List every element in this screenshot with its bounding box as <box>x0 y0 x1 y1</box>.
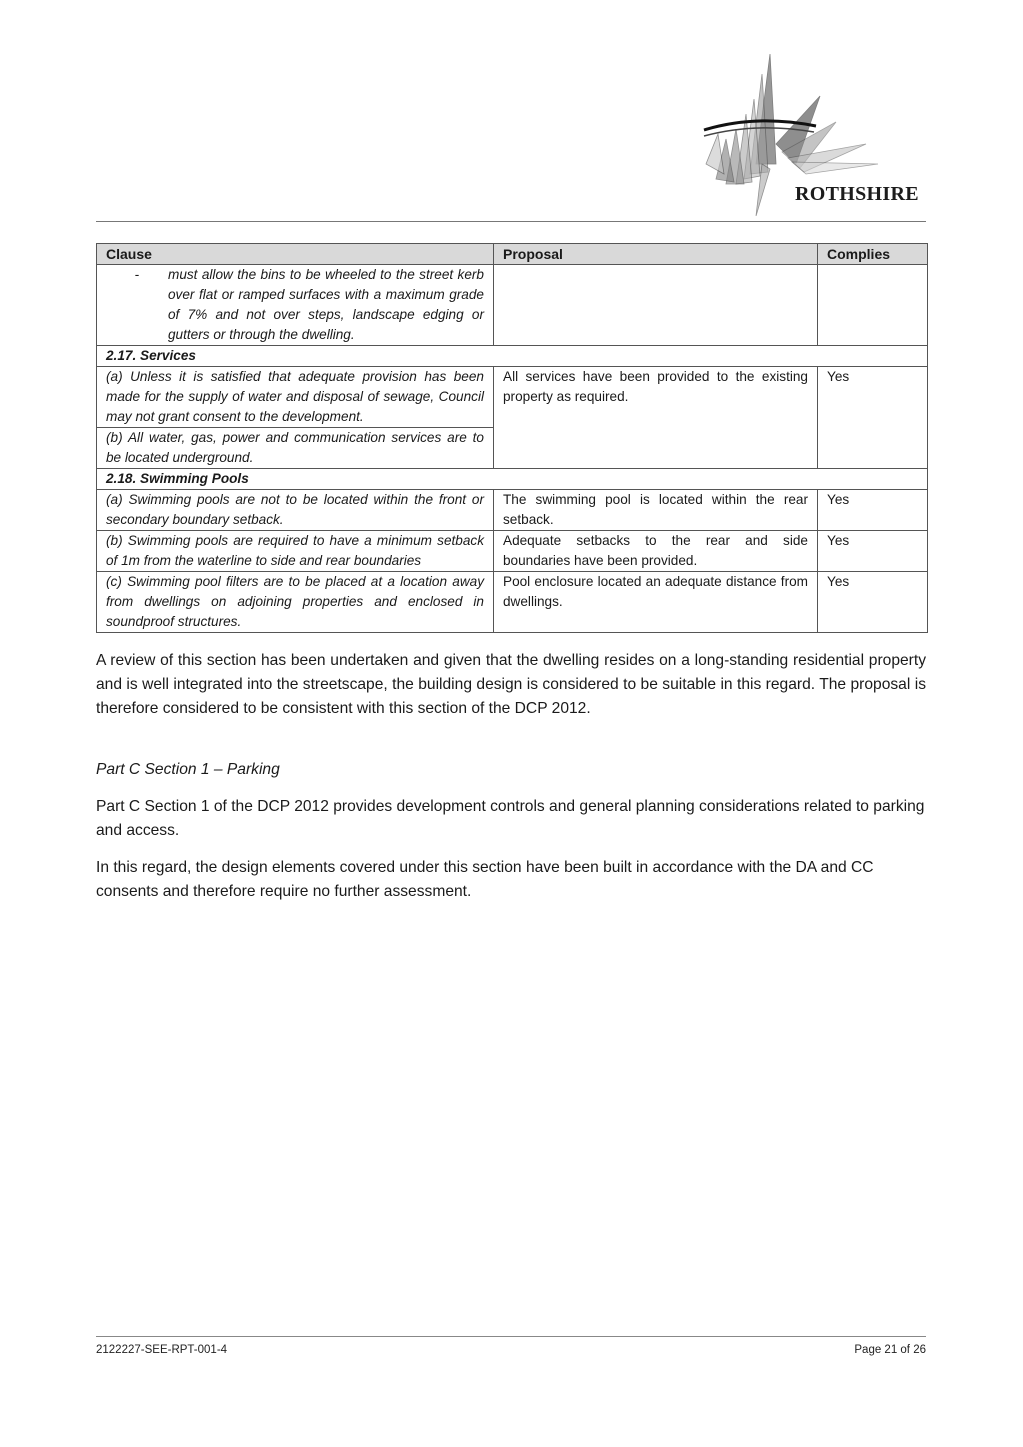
clause-cell: (b) All water, gas, power and communication services are to be located underground. <box>97 428 494 469</box>
parking-paragraph: Part C Section 1 of the DCP 2012 provides development controls and general planning considerations related to parking and access. <box>96 798 925 839</box>
compliance-table <box>96 243 928 633</box>
logo-wordmark: ROTHSHIRE <box>795 183 919 205</box>
complies-cell: Yes <box>818 531 928 572</box>
review-paragraph: A review of this section has been undertaken and given that the dwelling resides on a long-standing residential property and is well integrated into the streetscape, the building design is considered to be suitable in this regard. The proposal is therefore considered to be consistent with this section of the DCP 2012. <box>96 652 926 717</box>
clause-cell: (a) Unless it is satisfied that adequate provision has been made for the supply of water and disposal of sewage, Council may not grant consent to the development. <box>97 367 494 428</box>
section-heading: Part C Section 1 – Parking <box>96 761 280 778</box>
complies-cell: Yes <box>818 490 928 531</box>
clause-cell: (b) Swimming pools are required to have a minimum setback of 1m from the waterline to side and rear boundaries <box>97 531 494 572</box>
table-row <box>97 572 928 633</box>
header-divider <box>96 221 926 222</box>
proposal-cell: Adequate setbacks to the rear and side boundaries have been provided. <box>494 531 818 572</box>
proposal-cell: All services have been provided to the existing property as required. <box>494 367 818 469</box>
complies-column-header: Complies <box>818 244 928 265</box>
section-heading-pools: 2.18. Swimming Pools <box>97 469 928 490</box>
clause-cell: (a) Swimming pools are not to be located within the front or secondary boundary setback. <box>97 490 494 531</box>
section-heading-row <box>97 346 928 367</box>
section-heading-services: 2.17. Services <box>97 346 928 367</box>
complies-cell <box>818 265 928 346</box>
bullet-dash: - <box>134 267 140 282</box>
bullet-text: must allow the bins to be wheeled to the street kerb over flat or ramped surfaces with a maximum grade of 7% and not over steps, landscape edging or gutters or through the dwelling. <box>168 267 484 342</box>
complies-cell: Yes <box>818 367 928 469</box>
footer-divider <box>96 1336 926 1337</box>
clause-cell: (c) Swimming pool filters are to be placed at a location away from dwellings on adjoining properties and enclosed in soundproof structures. <box>97 572 494 633</box>
proposal-cell: The swimming pool is located within the rear setback. <box>494 490 818 531</box>
document-reference: 2122227-SEE-RPT-001-4 <box>96 1344 228 1356</box>
clause-cell <box>97 265 494 346</box>
proposal-cell <box>494 265 818 346</box>
table-row <box>97 531 928 572</box>
proposal-cell: Pool enclosure located an adequate distance from dwellings. <box>494 572 818 633</box>
table-row <box>97 490 928 531</box>
table-row <box>97 367 928 428</box>
clause-column-header: Clause <box>97 244 494 265</box>
section-heading-row <box>97 469 928 490</box>
proposal-column-header: Proposal <box>494 244 818 265</box>
complies-cell: Yes <box>818 572 928 633</box>
assessment-paragraph: In this regard, the design elements covered under this section have been built in accordance with the DA and CC consents and therefore require no further assessment. <box>96 859 874 900</box>
table-row <box>97 265 928 346</box>
page-number: Page 21 of 26 <box>854 1344 926 1356</box>
table-header-row <box>97 244 928 265</box>
